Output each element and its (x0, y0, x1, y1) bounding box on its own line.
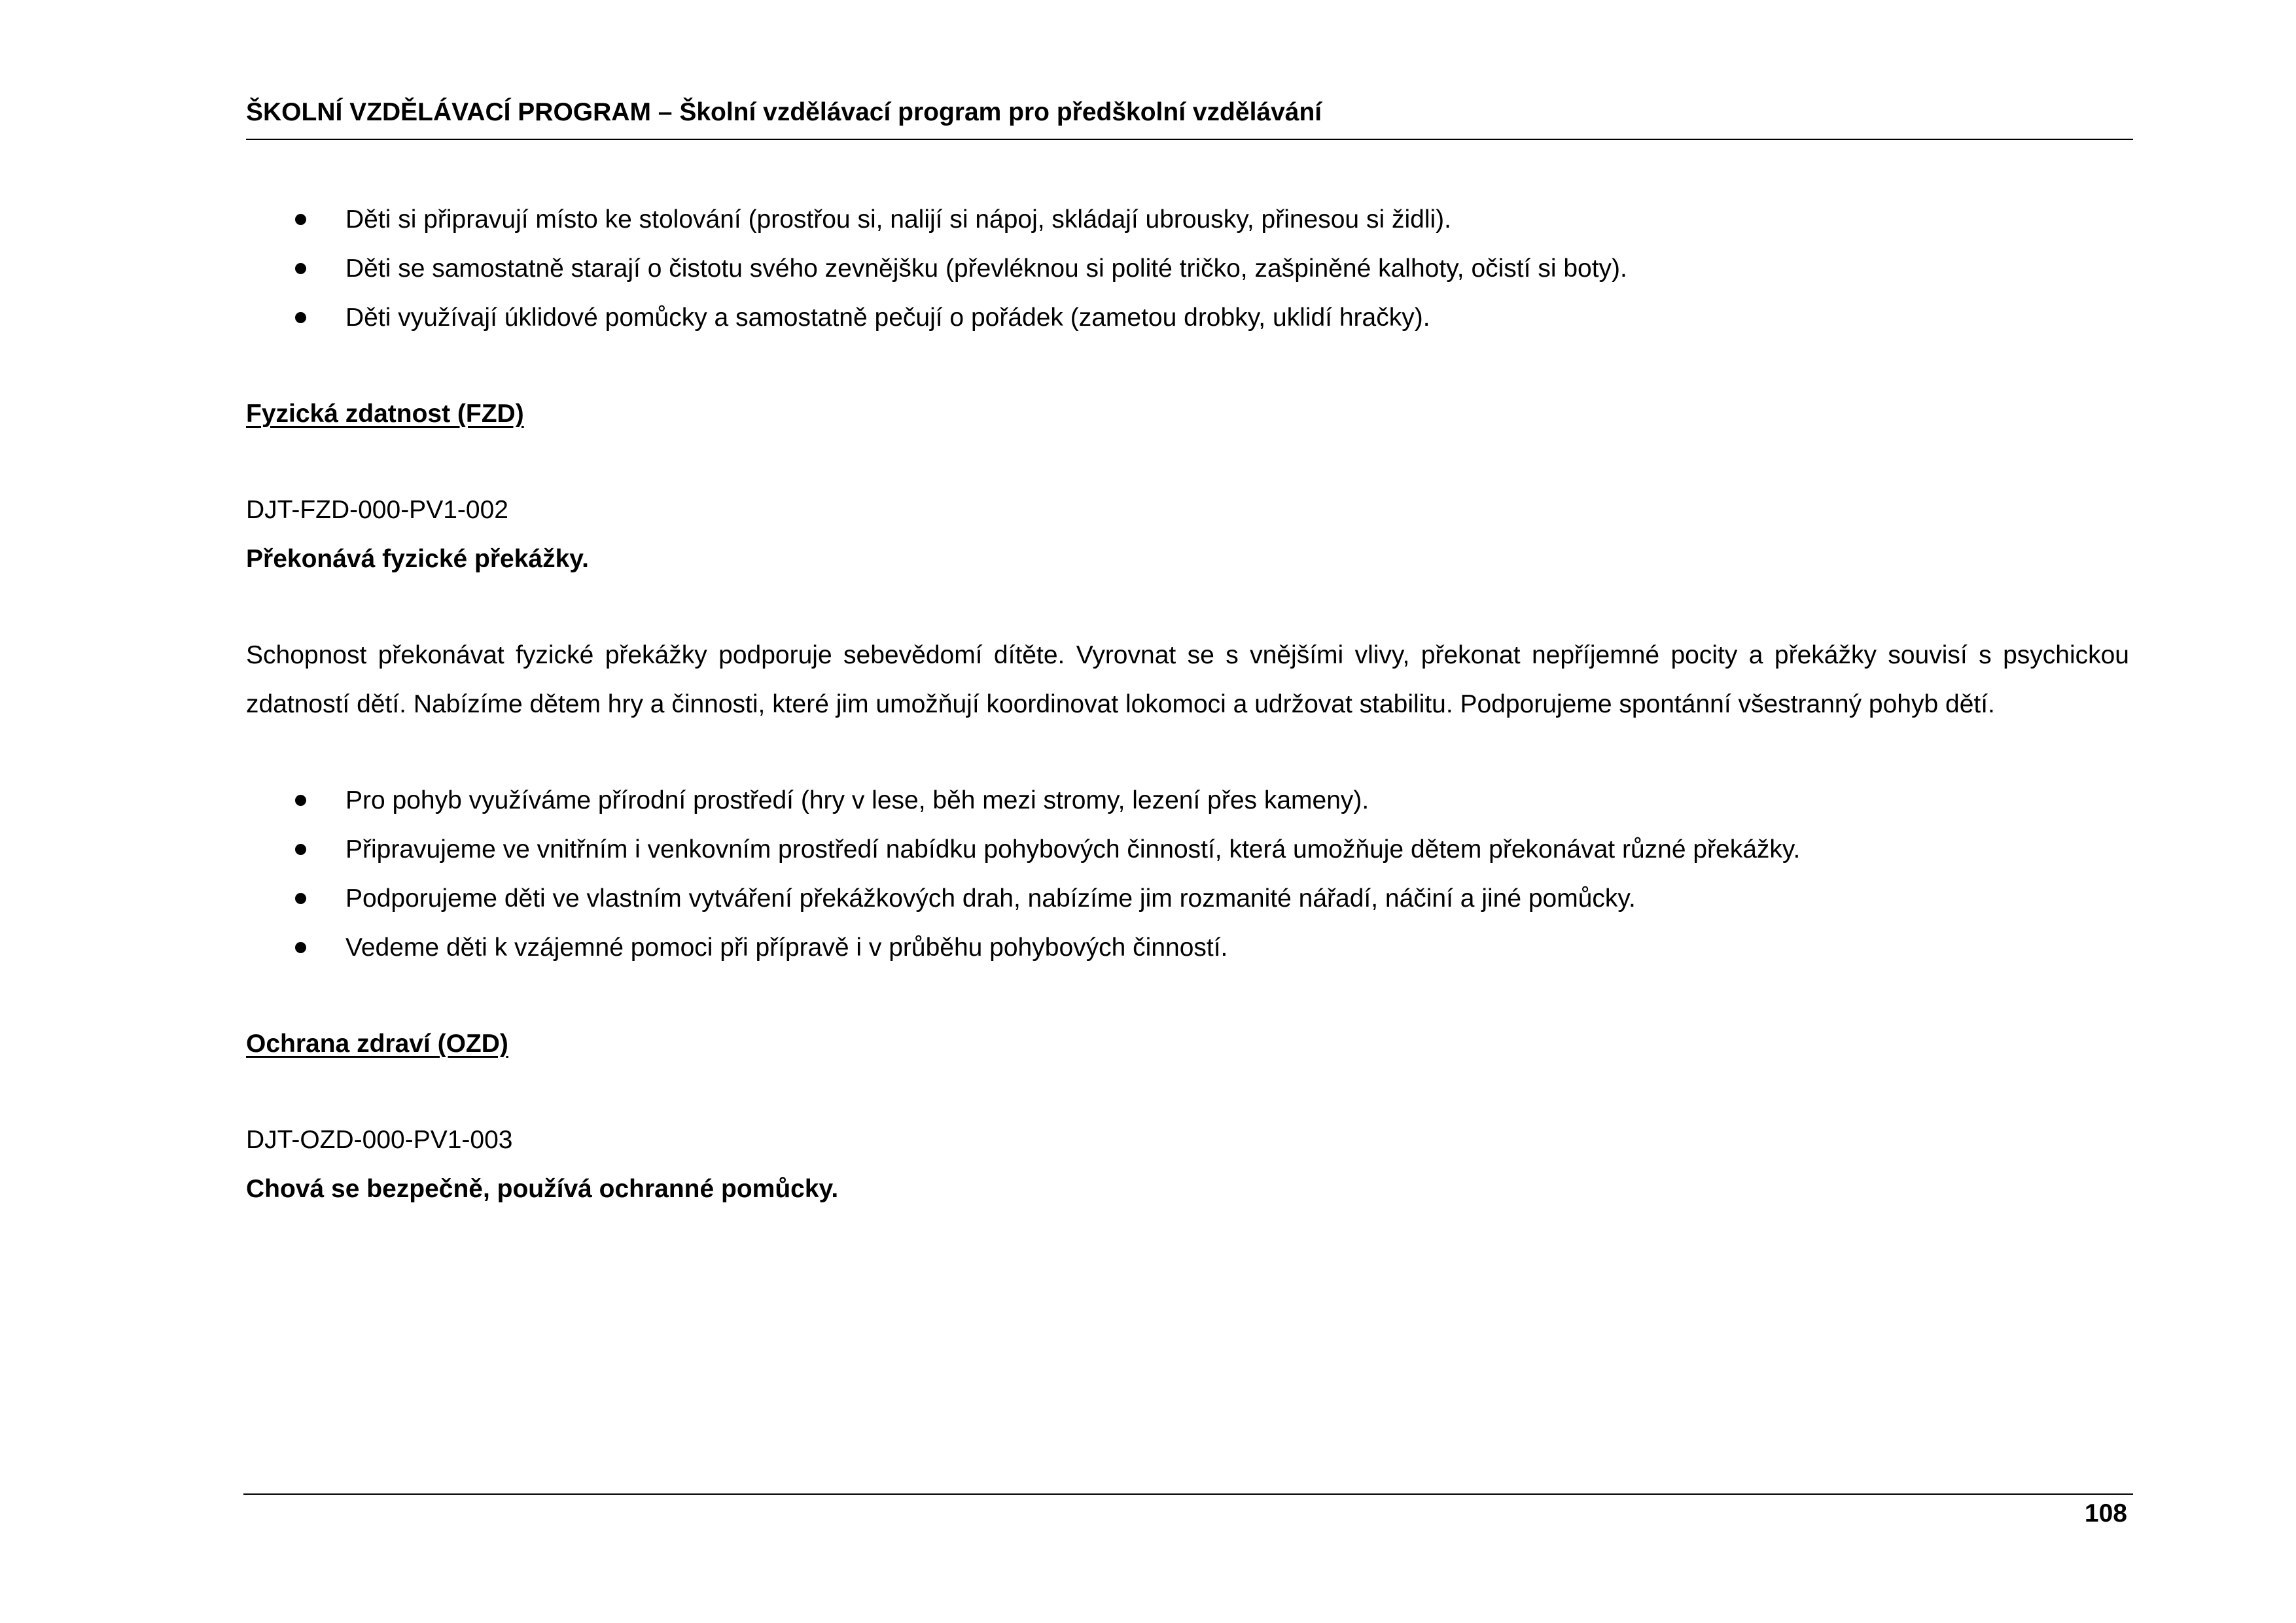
list-item: Vedeme děti k vzájemné pomoci při přípravě i v průběhu pohybových činností. (246, 923, 2129, 972)
section-heading-ozd: Ochrana zdraví (OZD) (246, 1030, 508, 1058)
bullet-icon (295, 942, 306, 953)
page-content (246, 195, 2129, 1213)
list-item: Pro pohyb využíváme přírodní prostředí (hry v lese, běh mezi stromy, lezení přes kameny). (246, 776, 2129, 825)
goal-title-ozd: Chová se bezpečně, používá ochranné pomůcky. (246, 1175, 839, 1203)
list-item: Děti využívají úklidové pomůcky a samostatně pečují o pořádek (zametou drobky, uklidí hračky). (246, 293, 2129, 342)
bullet-icon (295, 844, 306, 855)
page-number: 108 (2084, 1499, 2127, 1527)
header-divider (246, 139, 2133, 140)
section-heading-fzd: Fyzická zdatnost (FZD) (246, 400, 524, 428)
bullet-icon (295, 312, 306, 323)
fzd-bullet-list (246, 776, 2129, 972)
goal-title-fzd: Překonává fyzické překážky. (246, 545, 589, 573)
page-header-title: ŠKOLNÍ VZDĚLÁVACÍ PROGRAM – Školní vzdělávací program pro předškolní vzdělávání (246, 98, 1322, 126)
goal-code-fzd: DJT-FZD-000-PV1-002 (246, 496, 508, 524)
section-paragraph-fzd: Schopnost překonávat fyzické překážky podporuje sebevědomí dítěte. Vyrovnat se s vnějšími vlivy, překonat nepříjemné pocity a překážky souvisí s psychickou zdatností dětí. Nabízíme dětem hry a činnosti, které jim umožňují koordinovat lokomoci a udržovat stabilitu. Podporujeme spontánní všestranný pohyb dětí. (246, 641, 2129, 718)
list-item: Děti si připravují místo ke stolování (prostřou si, nalijí si nápoj, skládají ubrousky, přinesou si židli). (246, 195, 2129, 244)
list-item: Děti se samostatně starají o čistotu svého zevnějšku (převléknou si polité tričko, zašpiněné kalhoty, očistí si boty). (246, 244, 2129, 293)
list-item: Podporujeme děti ve vlastním vytváření překážkových drah, nabízíme jim rozmanité nářadí, náčiní a jiné pomůcky. (246, 874, 2129, 923)
list-item: Připravujeme ve vnitřním i venkovním prostředí nabídku pohybových činností, která umožňuje dětem překonávat různé překážky. (246, 825, 2129, 874)
bullet-icon (295, 893, 306, 904)
bullet-icon (295, 214, 306, 225)
intro-bullet-list (246, 195, 2129, 342)
goal-code-ozd: DJT-OZD-000-PV1-003 (246, 1126, 513, 1154)
bullet-icon (295, 263, 306, 274)
footer-divider (243, 1493, 2133, 1495)
bullet-icon (295, 795, 306, 806)
